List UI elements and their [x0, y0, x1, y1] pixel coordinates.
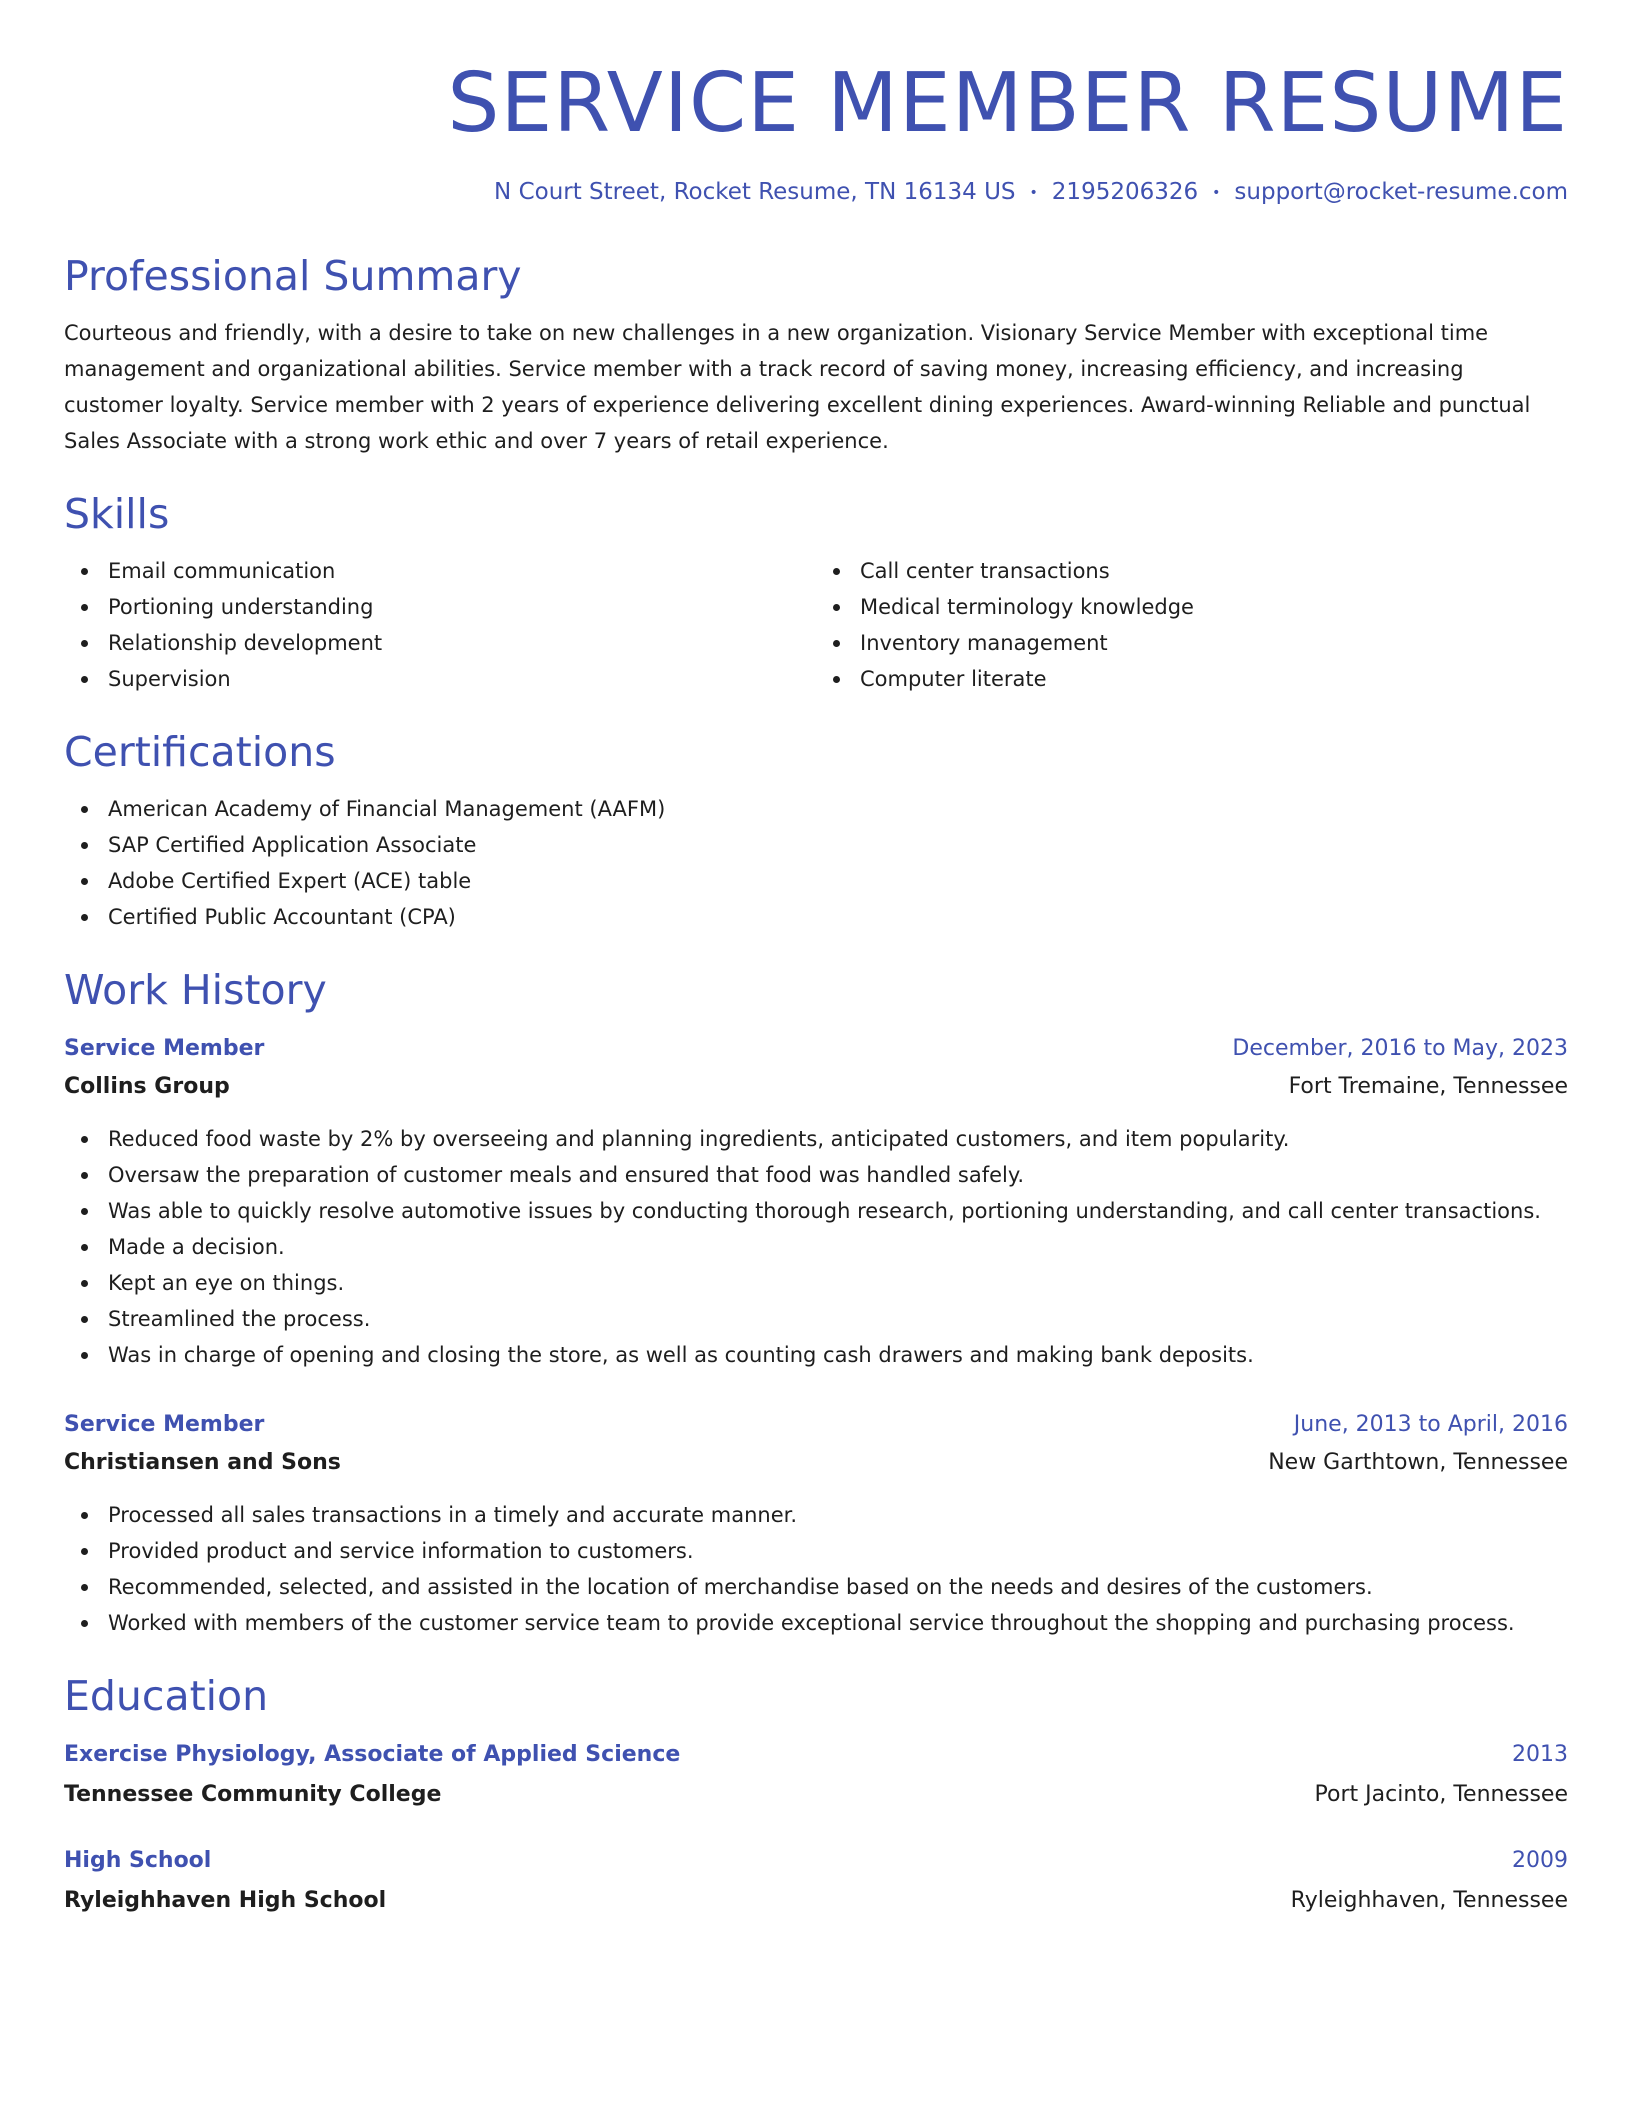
job-bullet: Was able to quickly resolve automotive issues by conducting thorough research, portioning understanding, and call center transactions. [64, 1193, 1568, 1229]
job-company-row [64, 1069, 1568, 1105]
summary-heading: Professional Summary [64, 251, 522, 300]
education-degree: High School [64, 1847, 212, 1873]
contact-email[interactable]: support@rocket-resume.com [1234, 179, 1568, 205]
contact-separator: • [1029, 184, 1038, 201]
education-school: Tennessee Community College [64, 1781, 442, 1807]
skill-item: Medical terminology knowledge [816, 589, 1568, 625]
job-location: New Garthtown, Tennessee [1268, 1449, 1568, 1475]
job-entry [64, 1031, 1568, 1373]
education-heading: Education [64, 1671, 269, 1720]
education-year: 2013 [1512, 1741, 1568, 1767]
job-company-row [64, 1445, 1568, 1481]
certifications-list [64, 791, 1568, 935]
contact-phone[interactable]: 2195206326 [1051, 179, 1199, 205]
skills-section [64, 489, 1568, 697]
work-history-heading: Work History [64, 965, 327, 1014]
job-bullets [64, 1121, 1568, 1373]
education-section [64, 1671, 1568, 1919]
certification-item: SAP Certified Application Associate [64, 827, 1568, 863]
job-bullet: Processed all sales transactions in a timely and accurate manner. [64, 1497, 1568, 1533]
education-location: Ryleighhaven, Tennessee [1290, 1887, 1568, 1913]
skills-heading: Skills [64, 489, 170, 538]
certification-item: Certified Public Accountant (CPA) [64, 899, 1568, 935]
job-header-row [64, 1031, 1568, 1067]
job-bullet: Provided product and service information to customers. [64, 1533, 1568, 1569]
job-bullet: Kept an eye on things. [64, 1265, 1568, 1301]
job-bullet: Reduced food waste by 2% by overseeing and planning ingredients, anticipated customers, and item popularity. [64, 1121, 1568, 1157]
job-title: Service Member [64, 1035, 265, 1061]
contact-line [64, 176, 1568, 209]
education-school-row [64, 1883, 1568, 1919]
contact-address: N Court Street, Rocket Resume, TN 16134 US [494, 179, 1016, 205]
job-header-row [64, 1407, 1568, 1443]
skill-item: Portioning understanding [64, 589, 816, 625]
summary-section [64, 251, 1568, 459]
contact-separator: • [1212, 184, 1221, 201]
job-bullet: Worked with members of the customer service team to provide exceptional service throughout the shopping and purchasing process. [64, 1605, 1568, 1641]
skill-item: Relationship development [64, 625, 816, 661]
education-entry [64, 1737, 1568, 1813]
skills-grid [64, 553, 1568, 697]
skill-item: Inventory management [816, 625, 1568, 661]
job-bullet: Was in charge of opening and closing the store, as well as counting cash drawers and making bank deposits. [64, 1337, 1568, 1373]
summary-text: Courteous and friendly, with a desire to take on new challenges in a new organization. Visionary Service Member with exceptional time management and organizational abilities. Service member with a track record of saving money, increasing efficiency, and increasing customer loyalty. Service member with 2 years of experience delivering excellent dining experiences. Award-winning Reliable and punctual Sales Associate with a strong work ethic and over 7 years of retail experience. [64, 320, 1531, 453]
certification-item: American Academy of Financial Management (AAFM) [64, 791, 1568, 827]
job-location: Fort Tremaine, Tennessee [1288, 1073, 1568, 1099]
job-bullet: Made a decision. [64, 1229, 1568, 1265]
work-history-section [64, 965, 1568, 1641]
education-school-row [64, 1777, 1568, 1813]
education-year: 2009 [1512, 1847, 1568, 1873]
job-bullet: Oversaw the preparation of customer meals and ensured that food was handled safely. [64, 1157, 1568, 1193]
job-dates: December, 2016 to May, 2023 [1232, 1035, 1568, 1061]
job-entry [64, 1407, 1568, 1641]
job-bullet: Recommended, selected, and assisted in the location of merchandise based on the needs and desires of the customers. [64, 1569, 1568, 1605]
certifications-section [64, 727, 1568, 935]
education-header-row [64, 1737, 1568, 1773]
skills-list-right [816, 553, 1568, 697]
job-bullet: Streamlined the process. [64, 1301, 1568, 1337]
education-header-row [64, 1843, 1568, 1879]
job-company: Christiansen and Sons [64, 1449, 341, 1475]
skills-list-left [64, 553, 816, 697]
resume-title: SERVICE MEMBER RESUME [447, 56, 1568, 151]
certifications-heading: Certifications [64, 727, 336, 776]
education-entry [64, 1843, 1568, 1919]
job-title: Service Member [64, 1411, 265, 1437]
skill-item: Call center transactions [816, 553, 1568, 589]
certification-item: Adobe Certified Expert (ACE) table [64, 863, 1568, 899]
job-company: Collins Group [64, 1073, 230, 1099]
education-school: Ryleighhaven High School [64, 1887, 387, 1913]
education-location: Port Jacinto, Tennessee [1314, 1781, 1568, 1807]
skill-item: Email communication [64, 553, 816, 589]
skill-item: Supervision [64, 661, 816, 697]
education-degree: Exercise Physiology, Associate of Applied Science [64, 1741, 681, 1767]
skill-item: Computer literate [816, 661, 1568, 697]
job-dates: June, 2013 to April, 2016 [1293, 1411, 1568, 1437]
job-bullets [64, 1497, 1568, 1641]
